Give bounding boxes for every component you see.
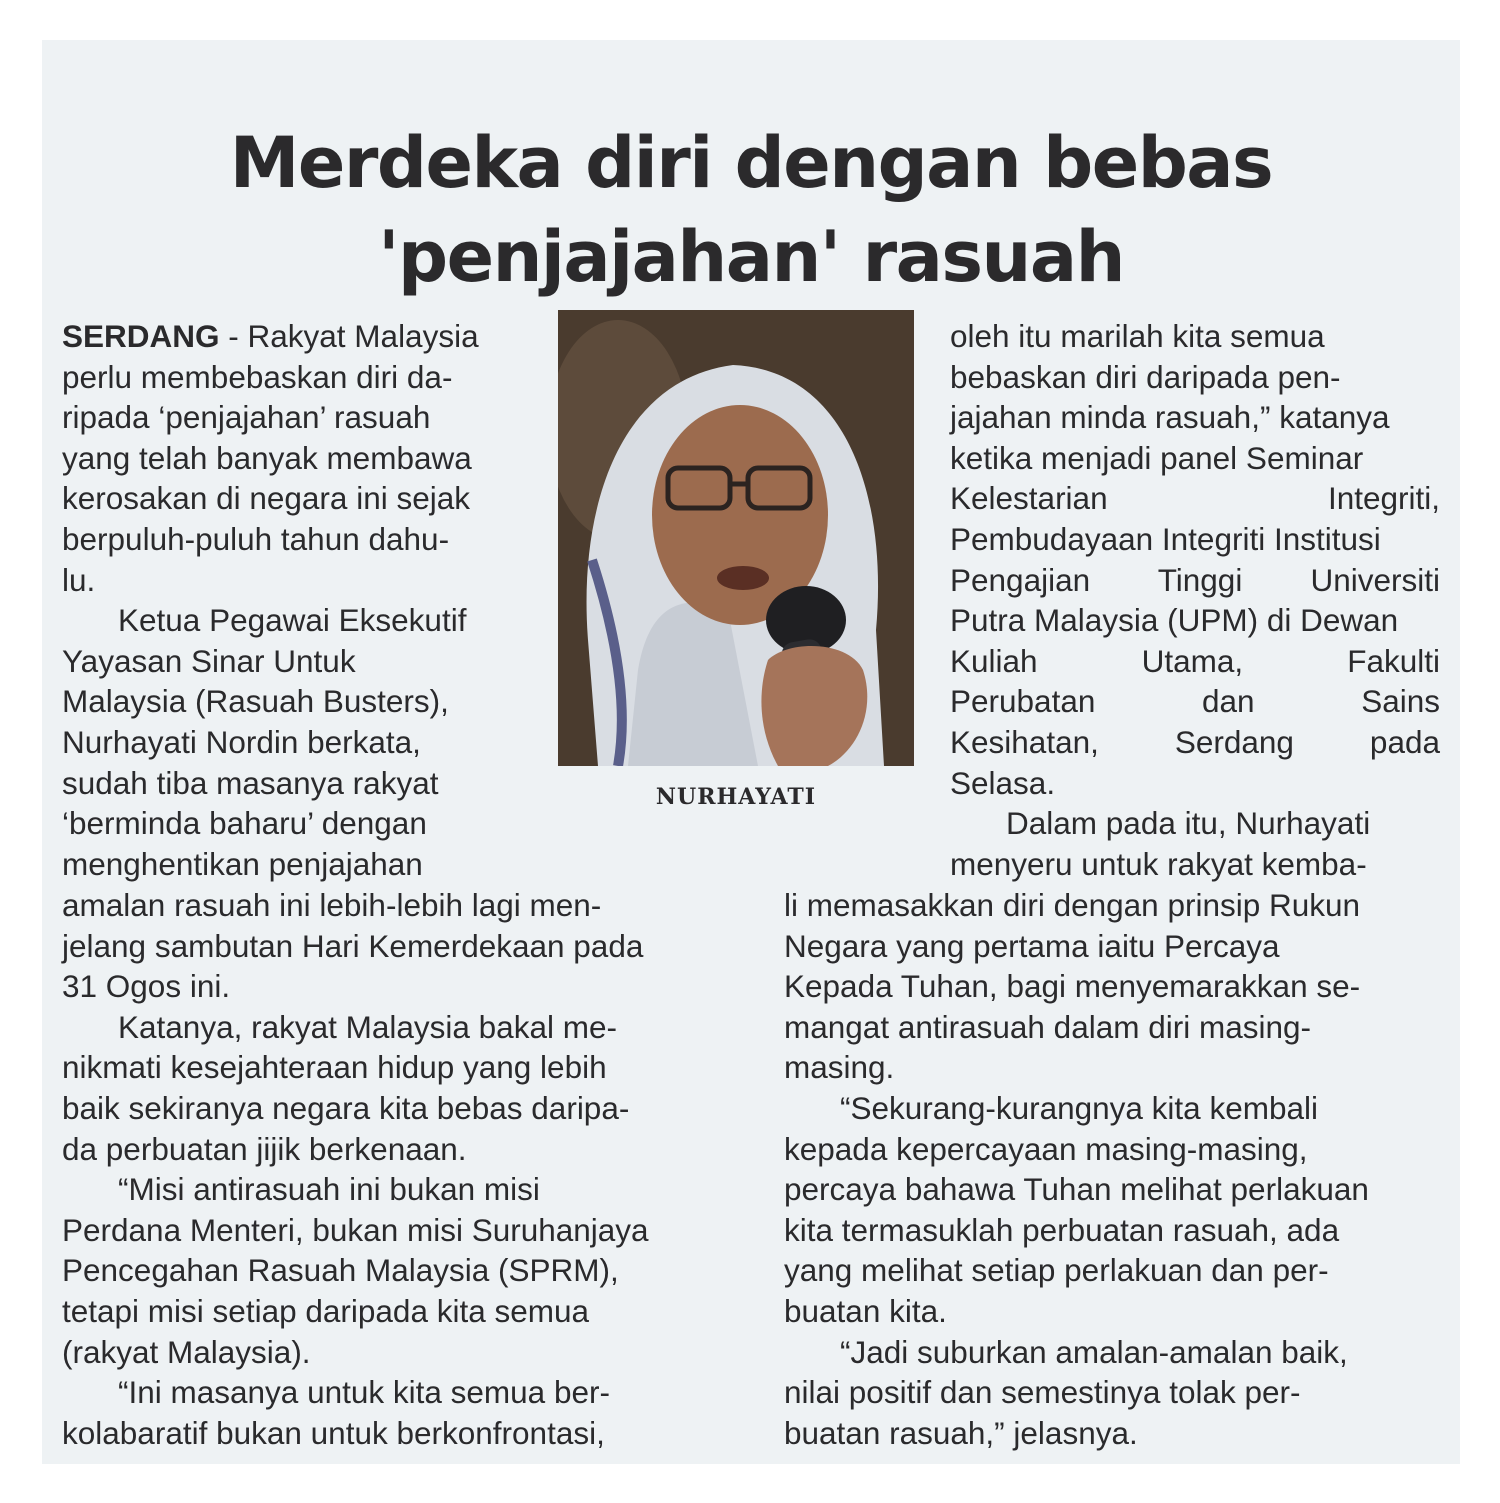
text-line: “Jadi suburkan amalan-amalan baik, <box>840 1333 1348 1370</box>
paragraph-4 <box>62 1169 722 1372</box>
text-line: 31 Ogos ini. <box>62 968 231 1005</box>
text-line: ketika menjadi panel Seminar <box>950 439 1364 476</box>
text-line: kolabaratif bukan untuk berkonfrontasi, <box>62 1414 605 1451</box>
headline-line-1: Merdeka diri dengan bebas <box>229 122 1273 204</box>
paragraph-3 <box>62 1007 722 1169</box>
text-line: bebaskan diri daripada pen- <box>950 358 1341 395</box>
text-line: nilai positif dan semestinya tolak per- <box>784 1374 1301 1411</box>
text-line: Dalam pada itu, Nurhayati <box>1006 805 1371 842</box>
text-line: Selasa. <box>950 764 1056 801</box>
text-line: masing. <box>784 1049 895 1086</box>
text-line: kita termasuklah perbuatan rasuah, ada <box>784 1211 1340 1248</box>
right-column-top <box>950 316 1440 884</box>
text-line <box>62 316 522 357</box>
dateline-separator: - <box>219 318 248 354</box>
mouth <box>717 566 769 590</box>
text-line: yang telah banyak membawa <box>62 439 472 476</box>
text-line: “Misi antirasuah ini bukan misi <box>118 1171 540 1208</box>
text-line: Kepada Tuhan, bagi menyemarakkan se- <box>784 968 1361 1005</box>
text-line: Kesihatan, Serdang pada <box>950 723 1440 760</box>
text-line: Kelestarian Integriti, <box>950 480 1440 517</box>
paragraph-6 <box>950 803 1440 884</box>
dateline: SERDANG <box>62 318 220 354</box>
text-line: li memasakkan diri dengan prinsip Rukun <box>784 887 1361 923</box>
text-line: kepada kepercayaan masing-masing, <box>784 1130 1308 1167</box>
text-line: yang melihat setiap perlakuan dan per- <box>784 1252 1329 1289</box>
text-line: Negara yang pertama iaitu Percaya <box>784 927 1280 964</box>
text-line: buatan kita. <box>784 1292 947 1329</box>
left-column-top <box>62 316 522 884</box>
text-line: ‘berminda baharu’ dengan <box>62 805 427 842</box>
text-line: perlu membebaskan diri da- <box>62 358 453 395</box>
portrait-illustration <box>558 310 914 766</box>
text-line: “Ini masanya untuk kita semua ber- <box>118 1374 610 1411</box>
photo-caption: NURHAYATI <box>655 784 817 810</box>
text-line: buatan rasuah,” jelasnya. <box>784 1414 1138 1451</box>
text-line: percaya bahawa Tuhan melihat perlakuan <box>784 1171 1369 1208</box>
text-line: menyeru untuk rakyat kemba- <box>950 845 1367 882</box>
text-line: tetapi misi setiap daripada kita semua <box>62 1292 590 1329</box>
text-line: Ketua Pegawai Eksekutif <box>118 602 467 639</box>
headline-line-2: 'penjajahan' rasuah <box>378 216 1124 298</box>
text-line: Perdana Menteri, bukan misi Suruhanjaya <box>62 1211 649 1248</box>
text-line: Yayasan Sinar Untuk <box>62 642 356 679</box>
text-line: baik sekiranya negara kita bebas daripa- <box>62 1089 630 1126</box>
paragraph-8 <box>784 1332 1440 1454</box>
text-line: Perubatan dan Sains <box>950 683 1440 720</box>
text-line: menghentikan penjajahan <box>62 845 423 882</box>
text-line: amalan rasuah ini lebih-lebih lagi men- <box>62 887 602 923</box>
text-line: Malaysia (Rasuah Busters), <box>62 683 449 720</box>
paragraph-1 <box>62 316 522 600</box>
text-line: jelang sambutan Hari Kemerdekaan pada <box>62 927 644 964</box>
text-line: nikmati kesejahteraan hidup yang lebih <box>62 1049 607 1086</box>
text-line: jajahan minda rasuah,” katanya <box>950 399 1390 436</box>
text-line: Nurhayati Nordin berkata, <box>62 723 421 760</box>
text-line: (rakyat Malaysia). <box>62 1333 311 1370</box>
left-column-bottom <box>62 885 722 1453</box>
right-column-bottom <box>784 885 1440 1453</box>
text-line: “Sekurang-kurangnya kita kembali <box>840 1089 1318 1126</box>
text-line: Pengajian Tinggi Universiti <box>950 561 1440 598</box>
text-line: berpuluh-puluh tahun dahu- <box>62 520 450 557</box>
text-line: Pencegahan Rasuah Malaysia (SPRM), <box>62 1252 619 1289</box>
text-line: lu. <box>62 561 96 598</box>
text-line: ripada ‘penjajahan’ rasuah <box>62 399 431 436</box>
paragraph-5-continued <box>950 316 1440 803</box>
paragraph-2-continued <box>62 885 722 1007</box>
text-line: Katanya, rakyat Malaysia bakal me- <box>118 1008 617 1045</box>
article-headline <box>42 116 1460 304</box>
text-line: Pembudayaan Integriti Institusi <box>950 520 1381 557</box>
text-line: mangat antirasuah dalam diri masing- <box>784 1008 1312 1045</box>
text-line: Kuliah Utama, Fakulti <box>950 642 1440 679</box>
text-line: kerosakan di negara ini sejak <box>62 480 470 517</box>
portrait-photo <box>558 310 914 766</box>
paragraph-5 <box>62 1372 722 1453</box>
text-line: da perbuatan jijik berkenaan. <box>62 1130 467 1167</box>
paragraph-6-continued <box>784 885 1440 1088</box>
text-line: sudah tiba masanya rakyat <box>62 764 439 801</box>
newspaper-clipping <box>42 40 1460 1464</box>
paragraph-7 <box>784 1088 1440 1332</box>
text-line: Putra Malaysia (UPM) di Dewan <box>950 602 1399 639</box>
paragraph-2 <box>62 600 522 884</box>
text-span: Rakyat Malaysia <box>247 318 479 354</box>
text-line: oleh itu marilah kita semua <box>950 318 1325 354</box>
